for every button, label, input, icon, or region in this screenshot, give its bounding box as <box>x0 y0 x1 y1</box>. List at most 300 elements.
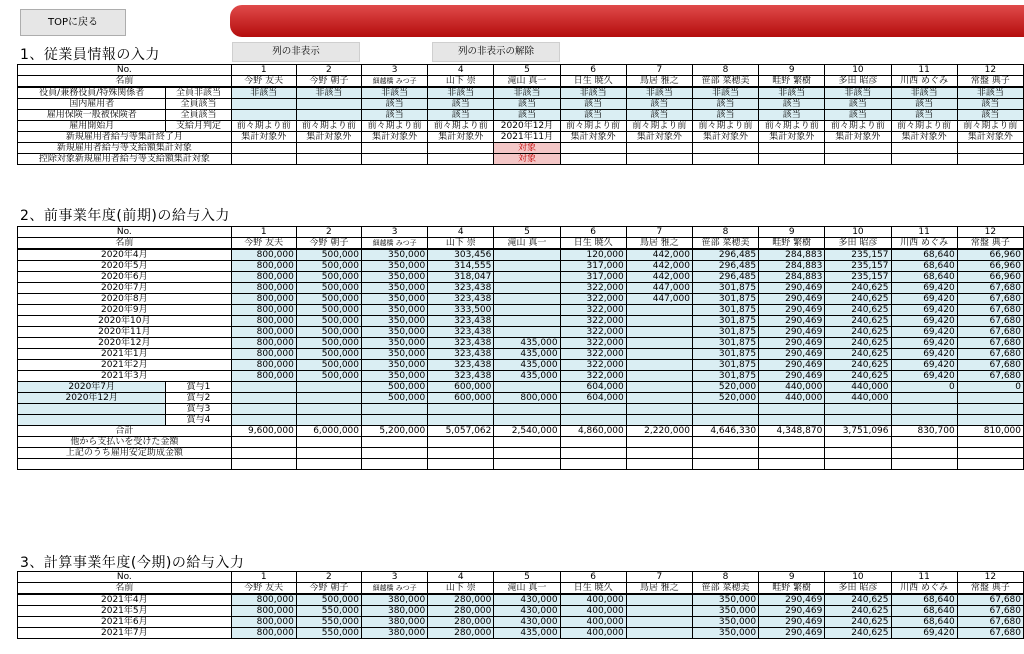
salary-cell[interactable]: 240,625 <box>825 628 891 639</box>
salary-cell[interactable]: 301,875 <box>692 371 758 382</box>
salary-cell[interactable]: 290,469 <box>759 594 825 606</box>
bonus-cell[interactable]: 600,000 <box>428 393 494 404</box>
salary-cell[interactable]: 290,469 <box>759 294 825 305</box>
salary-cell[interactable]: 500,000 <box>296 261 361 272</box>
salary-cell[interactable]: 500,000 <box>296 272 361 283</box>
info-cell[interactable]: 該当 <box>692 99 758 110</box>
salary-cell[interactable]: 301,875 <box>692 360 758 371</box>
salary-cell[interactable]: 380,000 <box>362 628 428 639</box>
top-button[interactable]: TOPに戻る <box>20 9 126 36</box>
salary-cell[interactable]: 322,000 <box>560 305 626 316</box>
salary-cell[interactable]: 280,000 <box>428 628 494 639</box>
other-payments-row-cell[interactable] <box>362 437 428 448</box>
salary-cell[interactable] <box>494 316 560 327</box>
salary-cell[interactable] <box>626 628 692 639</box>
salary-cell[interactable]: 400,000 <box>560 606 626 617</box>
info-cell[interactable]: 2020年12月 <box>494 121 560 132</box>
salary-cell[interactable]: 800,000 <box>231 327 296 338</box>
salary-cell[interactable]: 800,000 <box>231 338 296 349</box>
subsidy-row-cell[interactable] <box>891 448 957 459</box>
salary-cell[interactable]: 400,000 <box>560 628 626 639</box>
salary-cell[interactable] <box>494 283 560 294</box>
salary-cell[interactable]: 323,438 <box>428 349 494 360</box>
bonus-cell[interactable] <box>759 404 825 415</box>
salary-cell[interactable]: 68,640 <box>891 594 957 606</box>
salary-cell[interactable]: 280,000 <box>428 606 494 617</box>
bonus-cell[interactable] <box>231 382 296 393</box>
bonus-cell[interactable] <box>231 393 296 404</box>
salary-cell[interactable] <box>626 349 692 360</box>
info-cell[interactable]: 該当 <box>428 99 494 110</box>
salary-cell[interactable]: 500,000 <box>296 294 361 305</box>
salary-cell[interactable]: 290,469 <box>759 628 825 639</box>
salary-cell[interactable]: 296,485 <box>692 272 758 283</box>
salary-cell[interactable]: 800,000 <box>231 606 296 617</box>
other-payments-row-cell[interactable] <box>891 437 957 448</box>
salary-cell[interactable]: 350,000 <box>362 371 428 382</box>
bonus-cell[interactable]: 604,000 <box>560 393 626 404</box>
salary-cell[interactable]: 69,420 <box>891 283 957 294</box>
salary-cell[interactable] <box>626 360 692 371</box>
subsidy-row-cell[interactable] <box>626 448 692 459</box>
bonus-cell[interactable] <box>296 404 361 415</box>
salary-cell[interactable]: 800,000 <box>231 294 296 305</box>
salary-cell[interactable]: 350,000 <box>692 594 758 606</box>
info-cell[interactable] <box>231 99 296 110</box>
salary-cell[interactable]: 500,000 <box>296 283 361 294</box>
info-cell[interactable]: 非該当 <box>231 87 296 99</box>
info-cell[interactable]: 該当 <box>428 110 494 121</box>
other-payments-row-cell[interactable] <box>626 437 692 448</box>
salary-cell[interactable]: 67,680 <box>957 349 1023 360</box>
salary-cell[interactable]: 800,000 <box>231 617 296 628</box>
salary-cell[interactable]: 442,000 <box>626 272 692 283</box>
salary-cell[interactable]: 68,640 <box>891 606 957 617</box>
salary-cell[interactable]: 380,000 <box>362 594 428 606</box>
bonus-cell[interactable]: 604,000 <box>560 382 626 393</box>
salary-cell[interactable]: 69,420 <box>891 628 957 639</box>
info-cell[interactable]: 該当 <box>759 110 825 121</box>
salary-cell[interactable]: 240,625 <box>825 360 891 371</box>
salary-cell[interactable]: 430,000 <box>494 606 560 617</box>
bonus-date[interactable] <box>18 404 166 415</box>
salary-cell[interactable]: 323,438 <box>428 283 494 294</box>
salary-cell[interactable]: 800,000 <box>231 249 296 261</box>
salary-cell[interactable]: 67,680 <box>957 606 1023 617</box>
salary-cell[interactable] <box>626 606 692 617</box>
salary-cell[interactable]: 435,000 <box>494 349 560 360</box>
salary-cell[interactable]: 240,625 <box>825 316 891 327</box>
bonus-cell[interactable] <box>759 415 825 426</box>
salary-cell[interactable]: 550,000 <box>296 606 361 617</box>
info-cell[interactable]: 非該当 <box>494 87 560 99</box>
bonus-date[interactable]: 2020年12月 <box>18 393 166 404</box>
bonus-cell[interactable] <box>296 415 361 426</box>
info-cell[interactable] <box>296 99 361 110</box>
salary-cell[interactable]: 240,625 <box>825 327 891 338</box>
salary-cell[interactable]: 500,000 <box>296 594 361 606</box>
bonus-cell[interactable]: 0 <box>891 382 957 393</box>
bonus-cell[interactable] <box>957 415 1023 426</box>
salary-cell[interactable]: 435,000 <box>494 371 560 382</box>
info-cell[interactable]: 前々期より前 <box>626 121 692 132</box>
info-cell[interactable]: 前々期より前 <box>362 121 428 132</box>
salary-cell[interactable]: 301,875 <box>692 283 758 294</box>
bonus-cell[interactable] <box>957 404 1023 415</box>
info-cell[interactable]: 該当 <box>626 110 692 121</box>
bonus-cell[interactable] <box>494 382 560 393</box>
bonus-cell[interactable] <box>626 415 692 426</box>
salary-cell[interactable]: 301,875 <box>692 338 758 349</box>
salary-cell[interactable]: 350,000 <box>362 294 428 305</box>
bonus-cell[interactable] <box>428 404 494 415</box>
hide-columns-button[interactable]: 列の非表示 <box>232 42 360 62</box>
info-cell[interactable]: 非該当 <box>296 87 361 99</box>
other-payments-row-cell[interactable] <box>560 437 626 448</box>
bonus-cell[interactable]: 440,000 <box>825 393 891 404</box>
salary-cell[interactable]: 290,469 <box>759 305 825 316</box>
salary-cell[interactable]: 68,640 <box>891 617 957 628</box>
info-cell[interactable]: 前々期より前 <box>891 121 957 132</box>
info-cell[interactable]: 非該当 <box>825 87 891 99</box>
info-row-bulk-setting[interactable]: 全員該当 <box>166 99 231 110</box>
salary-cell[interactable]: 350,000 <box>362 338 428 349</box>
salary-cell[interactable] <box>626 327 692 338</box>
salary-cell[interactable]: 322,000 <box>560 349 626 360</box>
unhide-columns-button[interactable]: 列の非表示の解除 <box>432 42 560 62</box>
bonus-cell[interactable]: 500,000 <box>362 382 428 393</box>
bonus-date[interactable]: 2020年7月 <box>18 382 166 393</box>
salary-cell[interactable]: 800,000 <box>231 371 296 382</box>
salary-cell[interactable]: 800,000 <box>231 628 296 639</box>
salary-cell[interactable]: 66,960 <box>957 261 1023 272</box>
bonus-cell[interactable]: 520,000 <box>692 393 758 404</box>
other-payments-row-cell[interactable] <box>825 437 891 448</box>
bonus-cell[interactable]: 440,000 <box>759 393 825 404</box>
salary-cell[interactable]: 442,000 <box>626 249 692 261</box>
salary-cell[interactable]: 301,875 <box>692 316 758 327</box>
other-payments-row-cell[interactable] <box>759 437 825 448</box>
salary-cell[interactable]: 500,000 <box>296 371 361 382</box>
subsidy-row-cell[interactable] <box>825 448 891 459</box>
salary-cell[interactable]: 284,883 <box>759 261 825 272</box>
bonus-cell[interactable] <box>825 415 891 426</box>
salary-cell[interactable]: 68,640 <box>891 261 957 272</box>
salary-cell[interactable]: 290,469 <box>759 360 825 371</box>
other-payments-row-cell[interactable] <box>692 437 758 448</box>
salary-cell[interactable]: 500,000 <box>296 327 361 338</box>
salary-cell[interactable]: 290,469 <box>759 606 825 617</box>
salary-cell[interactable]: 280,000 <box>428 617 494 628</box>
info-cell[interactable]: 前々期より前 <box>231 121 296 132</box>
info-row-bulk-setting[interactable]: 全員該当 <box>166 110 231 121</box>
salary-cell[interactable]: 240,625 <box>825 283 891 294</box>
info-cell[interactable]: 非該当 <box>692 87 758 99</box>
salary-cell[interactable]: 350,000 <box>362 249 428 261</box>
salary-cell[interactable]: 435,000 <box>494 338 560 349</box>
salary-cell[interactable]: 69,420 <box>891 305 957 316</box>
salary-cell[interactable]: 322,000 <box>560 316 626 327</box>
info-cell[interactable]: 前々期より前 <box>957 121 1023 132</box>
salary-cell[interactable]: 350,000 <box>362 305 428 316</box>
other-payments-row-cell[interactable] <box>231 437 296 448</box>
info-cell[interactable]: 該当 <box>957 110 1023 121</box>
salary-cell[interactable]: 69,420 <box>891 338 957 349</box>
salary-cell[interactable] <box>494 294 560 305</box>
other-payments-row-cell[interactable] <box>957 437 1023 448</box>
info-cell[interactable]: 該当 <box>560 110 626 121</box>
salary-cell[interactable]: 290,469 <box>759 338 825 349</box>
salary-cell[interactable]: 322,000 <box>560 360 626 371</box>
salary-cell[interactable]: 323,438 <box>428 338 494 349</box>
salary-cell[interactable]: 235,157 <box>825 272 891 283</box>
salary-cell[interactable]: 67,680 <box>957 338 1023 349</box>
salary-cell[interactable]: 322,000 <box>560 327 626 338</box>
info-cell[interactable]: 該当 <box>362 110 428 121</box>
bonus-cell[interactable] <box>296 382 361 393</box>
salary-cell[interactable]: 280,000 <box>428 594 494 606</box>
salary-cell[interactable]: 322,000 <box>560 283 626 294</box>
salary-cell[interactable]: 290,469 <box>759 283 825 294</box>
info-cell[interactable]: 該当 <box>560 99 626 110</box>
salary-cell[interactable]: 67,680 <box>957 371 1023 382</box>
salary-cell[interactable]: 66,960 <box>957 249 1023 261</box>
bonus-cell[interactable]: 440,000 <box>825 382 891 393</box>
salary-cell[interactable] <box>626 594 692 606</box>
bonus-cell[interactable] <box>494 404 560 415</box>
salary-cell[interactable]: 67,680 <box>957 283 1023 294</box>
salary-cell[interactable]: 69,420 <box>891 316 957 327</box>
salary-cell[interactable]: 800,000 <box>231 272 296 283</box>
bonus-cell[interactable] <box>296 393 361 404</box>
info-cell[interactable]: 非該当 <box>560 87 626 99</box>
salary-cell[interactable]: 323,438 <box>428 294 494 305</box>
salary-cell[interactable]: 67,680 <box>957 327 1023 338</box>
salary-cell[interactable]: 296,485 <box>692 249 758 261</box>
subsidy-row-cell[interactable] <box>362 448 428 459</box>
info-row-bulk-setting[interactable]: 全員非該当 <box>166 87 231 99</box>
salary-cell[interactable]: 350,000 <box>362 272 428 283</box>
salary-cell[interactable]: 69,420 <box>891 371 957 382</box>
salary-cell[interactable] <box>494 272 560 283</box>
salary-cell[interactable]: 240,625 <box>825 594 891 606</box>
info-cell[interactable]: 前々期より前 <box>825 121 891 132</box>
salary-cell[interactable]: 380,000 <box>362 617 428 628</box>
subsidy-row-cell[interactable] <box>428 448 494 459</box>
salary-cell[interactable]: 435,000 <box>494 628 560 639</box>
salary-cell[interactable]: 323,438 <box>428 360 494 371</box>
info-cell[interactable]: 該当 <box>825 99 891 110</box>
salary-cell[interactable]: 800,000 <box>231 305 296 316</box>
salary-cell[interactable]: 235,157 <box>825 249 891 261</box>
salary-cell[interactable]: 322,000 <box>560 371 626 382</box>
salary-cell[interactable]: 235,157 <box>825 261 891 272</box>
salary-cell[interactable]: 240,625 <box>825 338 891 349</box>
salary-cell[interactable] <box>494 261 560 272</box>
subsidy-row-cell[interactable] <box>957 448 1023 459</box>
bonus-cell[interactable]: 520,000 <box>692 382 758 393</box>
salary-cell[interactable]: 550,000 <box>296 628 361 639</box>
salary-cell[interactable]: 333,500 <box>428 305 494 316</box>
salary-cell[interactable]: 323,438 <box>428 371 494 382</box>
other-payments-row-cell[interactable] <box>296 437 361 448</box>
salary-cell[interactable]: 318,047 <box>428 272 494 283</box>
salary-cell[interactable]: 67,680 <box>957 305 1023 316</box>
salary-cell[interactable]: 350,000 <box>362 316 428 327</box>
info-cell[interactable]: 該当 <box>692 110 758 121</box>
bonus-cell[interactable] <box>626 404 692 415</box>
salary-cell[interactable]: 322,000 <box>560 338 626 349</box>
salary-cell[interactable]: 430,000 <box>494 617 560 628</box>
info-cell[interactable] <box>296 110 361 121</box>
bonus-cell[interactable] <box>428 415 494 426</box>
salary-cell[interactable] <box>626 617 692 628</box>
salary-cell[interactable]: 350,000 <box>362 360 428 371</box>
info-cell[interactable]: 非該当 <box>428 87 494 99</box>
salary-cell[interactable]: 67,680 <box>957 316 1023 327</box>
salary-cell[interactable]: 290,469 <box>759 617 825 628</box>
salary-cell[interactable]: 400,000 <box>560 594 626 606</box>
salary-cell[interactable]: 435,000 <box>494 360 560 371</box>
salary-cell[interactable] <box>494 249 560 261</box>
salary-cell[interactable] <box>626 371 692 382</box>
info-cell[interactable]: 非該当 <box>759 87 825 99</box>
salary-cell[interactable]: 240,625 <box>825 371 891 382</box>
bonus-cell[interactable] <box>957 393 1023 404</box>
salary-cell[interactable]: 69,420 <box>891 349 957 360</box>
salary-cell[interactable]: 301,875 <box>692 305 758 316</box>
info-cell[interactable]: 非該当 <box>626 87 692 99</box>
salary-cell[interactable]: 290,469 <box>759 349 825 360</box>
salary-cell[interactable]: 240,625 <box>825 606 891 617</box>
subsidy-row-cell[interactable] <box>692 448 758 459</box>
salary-cell[interactable]: 284,883 <box>759 272 825 283</box>
bonus-cell[interactable] <box>560 415 626 426</box>
salary-cell[interactable]: 68,640 <box>891 249 957 261</box>
info-row-bulk-setting[interactable]: 支給月判定 <box>166 121 231 132</box>
subsidy-row-cell[interactable] <box>296 448 361 459</box>
info-cell[interactable]: 該当 <box>759 99 825 110</box>
bonus-date[interactable] <box>18 415 166 426</box>
info-cell[interactable]: 該当 <box>494 99 560 110</box>
salary-cell[interactable]: 323,438 <box>428 316 494 327</box>
info-cell[interactable]: 該当 <box>362 99 428 110</box>
bonus-cell[interactable]: 600,000 <box>428 382 494 393</box>
info-cell[interactable]: 該当 <box>891 99 957 110</box>
salary-cell[interactable]: 380,000 <box>362 606 428 617</box>
info-cell[interactable]: 前々期より前 <box>296 121 361 132</box>
bonus-cell[interactable] <box>362 404 428 415</box>
info-cell[interactable]: 非該当 <box>362 87 428 99</box>
salary-cell[interactable]: 800,000 <box>231 283 296 294</box>
other-payments-row-cell[interactable] <box>494 437 560 448</box>
salary-cell[interactable]: 296,485 <box>692 261 758 272</box>
salary-cell[interactable] <box>626 338 692 349</box>
salary-cell[interactable] <box>494 327 560 338</box>
salary-cell[interactable]: 350,000 <box>362 261 428 272</box>
bonus-cell[interactable] <box>891 415 957 426</box>
info-cell[interactable]: 前々期より前 <box>692 121 758 132</box>
salary-cell[interactable]: 322,000 <box>560 294 626 305</box>
salary-cell[interactable]: 69,420 <box>891 327 957 338</box>
info-cell[interactable]: 前々期より前 <box>759 121 825 132</box>
salary-cell[interactable]: 500,000 <box>296 249 361 261</box>
salary-cell[interactable]: 317,000 <box>560 272 626 283</box>
salary-cell[interactable]: 800,000 <box>231 349 296 360</box>
salary-cell[interactable]: 800,000 <box>231 594 296 606</box>
other-payments-row-cell[interactable] <box>428 437 494 448</box>
bonus-cell[interactable] <box>231 415 296 426</box>
salary-cell[interactable]: 323,438 <box>428 327 494 338</box>
bonus-cell[interactable] <box>560 404 626 415</box>
salary-cell[interactable]: 303,456 <box>428 249 494 261</box>
salary-cell[interactable]: 350,000 <box>362 349 428 360</box>
bonus-cell[interactable] <box>362 415 428 426</box>
subsidy-row-cell[interactable] <box>560 448 626 459</box>
bonus-cell[interactable] <box>692 404 758 415</box>
bonus-cell[interactable] <box>626 393 692 404</box>
salary-cell[interactable]: 67,680 <box>957 294 1023 305</box>
salary-cell[interactable]: 68,640 <box>891 272 957 283</box>
salary-cell[interactable]: 290,469 <box>759 327 825 338</box>
bonus-cell[interactable]: 500,000 <box>362 393 428 404</box>
subsidy-row-cell[interactable] <box>494 448 560 459</box>
info-cell[interactable]: 該当 <box>957 99 1023 110</box>
salary-cell[interactable]: 240,625 <box>825 349 891 360</box>
bonus-cell[interactable] <box>231 404 296 415</box>
salary-cell[interactable] <box>494 305 560 316</box>
salary-cell[interactable]: 67,680 <box>957 617 1023 628</box>
salary-cell[interactable]: 400,000 <box>560 617 626 628</box>
salary-cell[interactable]: 66,960 <box>957 272 1023 283</box>
subsidy-row-cell[interactable] <box>231 448 296 459</box>
info-cell[interactable] <box>231 110 296 121</box>
salary-cell[interactable]: 350,000 <box>362 283 428 294</box>
salary-cell[interactable]: 120,000 <box>560 249 626 261</box>
info-cell[interactable]: 該当 <box>626 99 692 110</box>
salary-cell[interactable]: 350,000 <box>692 606 758 617</box>
salary-cell[interactable]: 314,555 <box>428 261 494 272</box>
salary-cell[interactable]: 350,000 <box>692 628 758 639</box>
info-cell[interactable]: 該当 <box>891 110 957 121</box>
bonus-cell[interactable] <box>891 393 957 404</box>
bonus-cell[interactable]: 0 <box>957 382 1023 393</box>
salary-cell[interactable]: 67,680 <box>957 360 1023 371</box>
bonus-cell[interactable]: 800,000 <box>494 393 560 404</box>
salary-cell[interactable]: 290,469 <box>759 371 825 382</box>
salary-cell[interactable]: 500,000 <box>296 305 361 316</box>
salary-cell[interactable]: 69,420 <box>891 360 957 371</box>
salary-cell[interactable]: 500,000 <box>296 360 361 371</box>
salary-cell[interactable]: 447,000 <box>626 294 692 305</box>
salary-cell[interactable]: 800,000 <box>231 316 296 327</box>
salary-cell[interactable]: 350,000 <box>362 327 428 338</box>
salary-cell[interactable]: 800,000 <box>231 261 296 272</box>
bonus-cell[interactable] <box>891 404 957 415</box>
salary-cell[interactable]: 350,000 <box>692 617 758 628</box>
info-cell[interactable]: 非該当 <box>891 87 957 99</box>
info-cell[interactable]: 前々期より前 <box>560 121 626 132</box>
salary-cell[interactable]: 301,875 <box>692 349 758 360</box>
salary-cell[interactable]: 284,883 <box>759 249 825 261</box>
info-cell[interactable]: 前々期より前 <box>428 121 494 132</box>
info-cell[interactable]: 非該当 <box>957 87 1023 99</box>
salary-cell[interactable]: 317,000 <box>560 261 626 272</box>
bonus-cell[interactable] <box>494 415 560 426</box>
salary-cell[interactable]: 447,000 <box>626 283 692 294</box>
info-cell[interactable]: 該当 <box>825 110 891 121</box>
bonus-cell[interactable] <box>825 404 891 415</box>
